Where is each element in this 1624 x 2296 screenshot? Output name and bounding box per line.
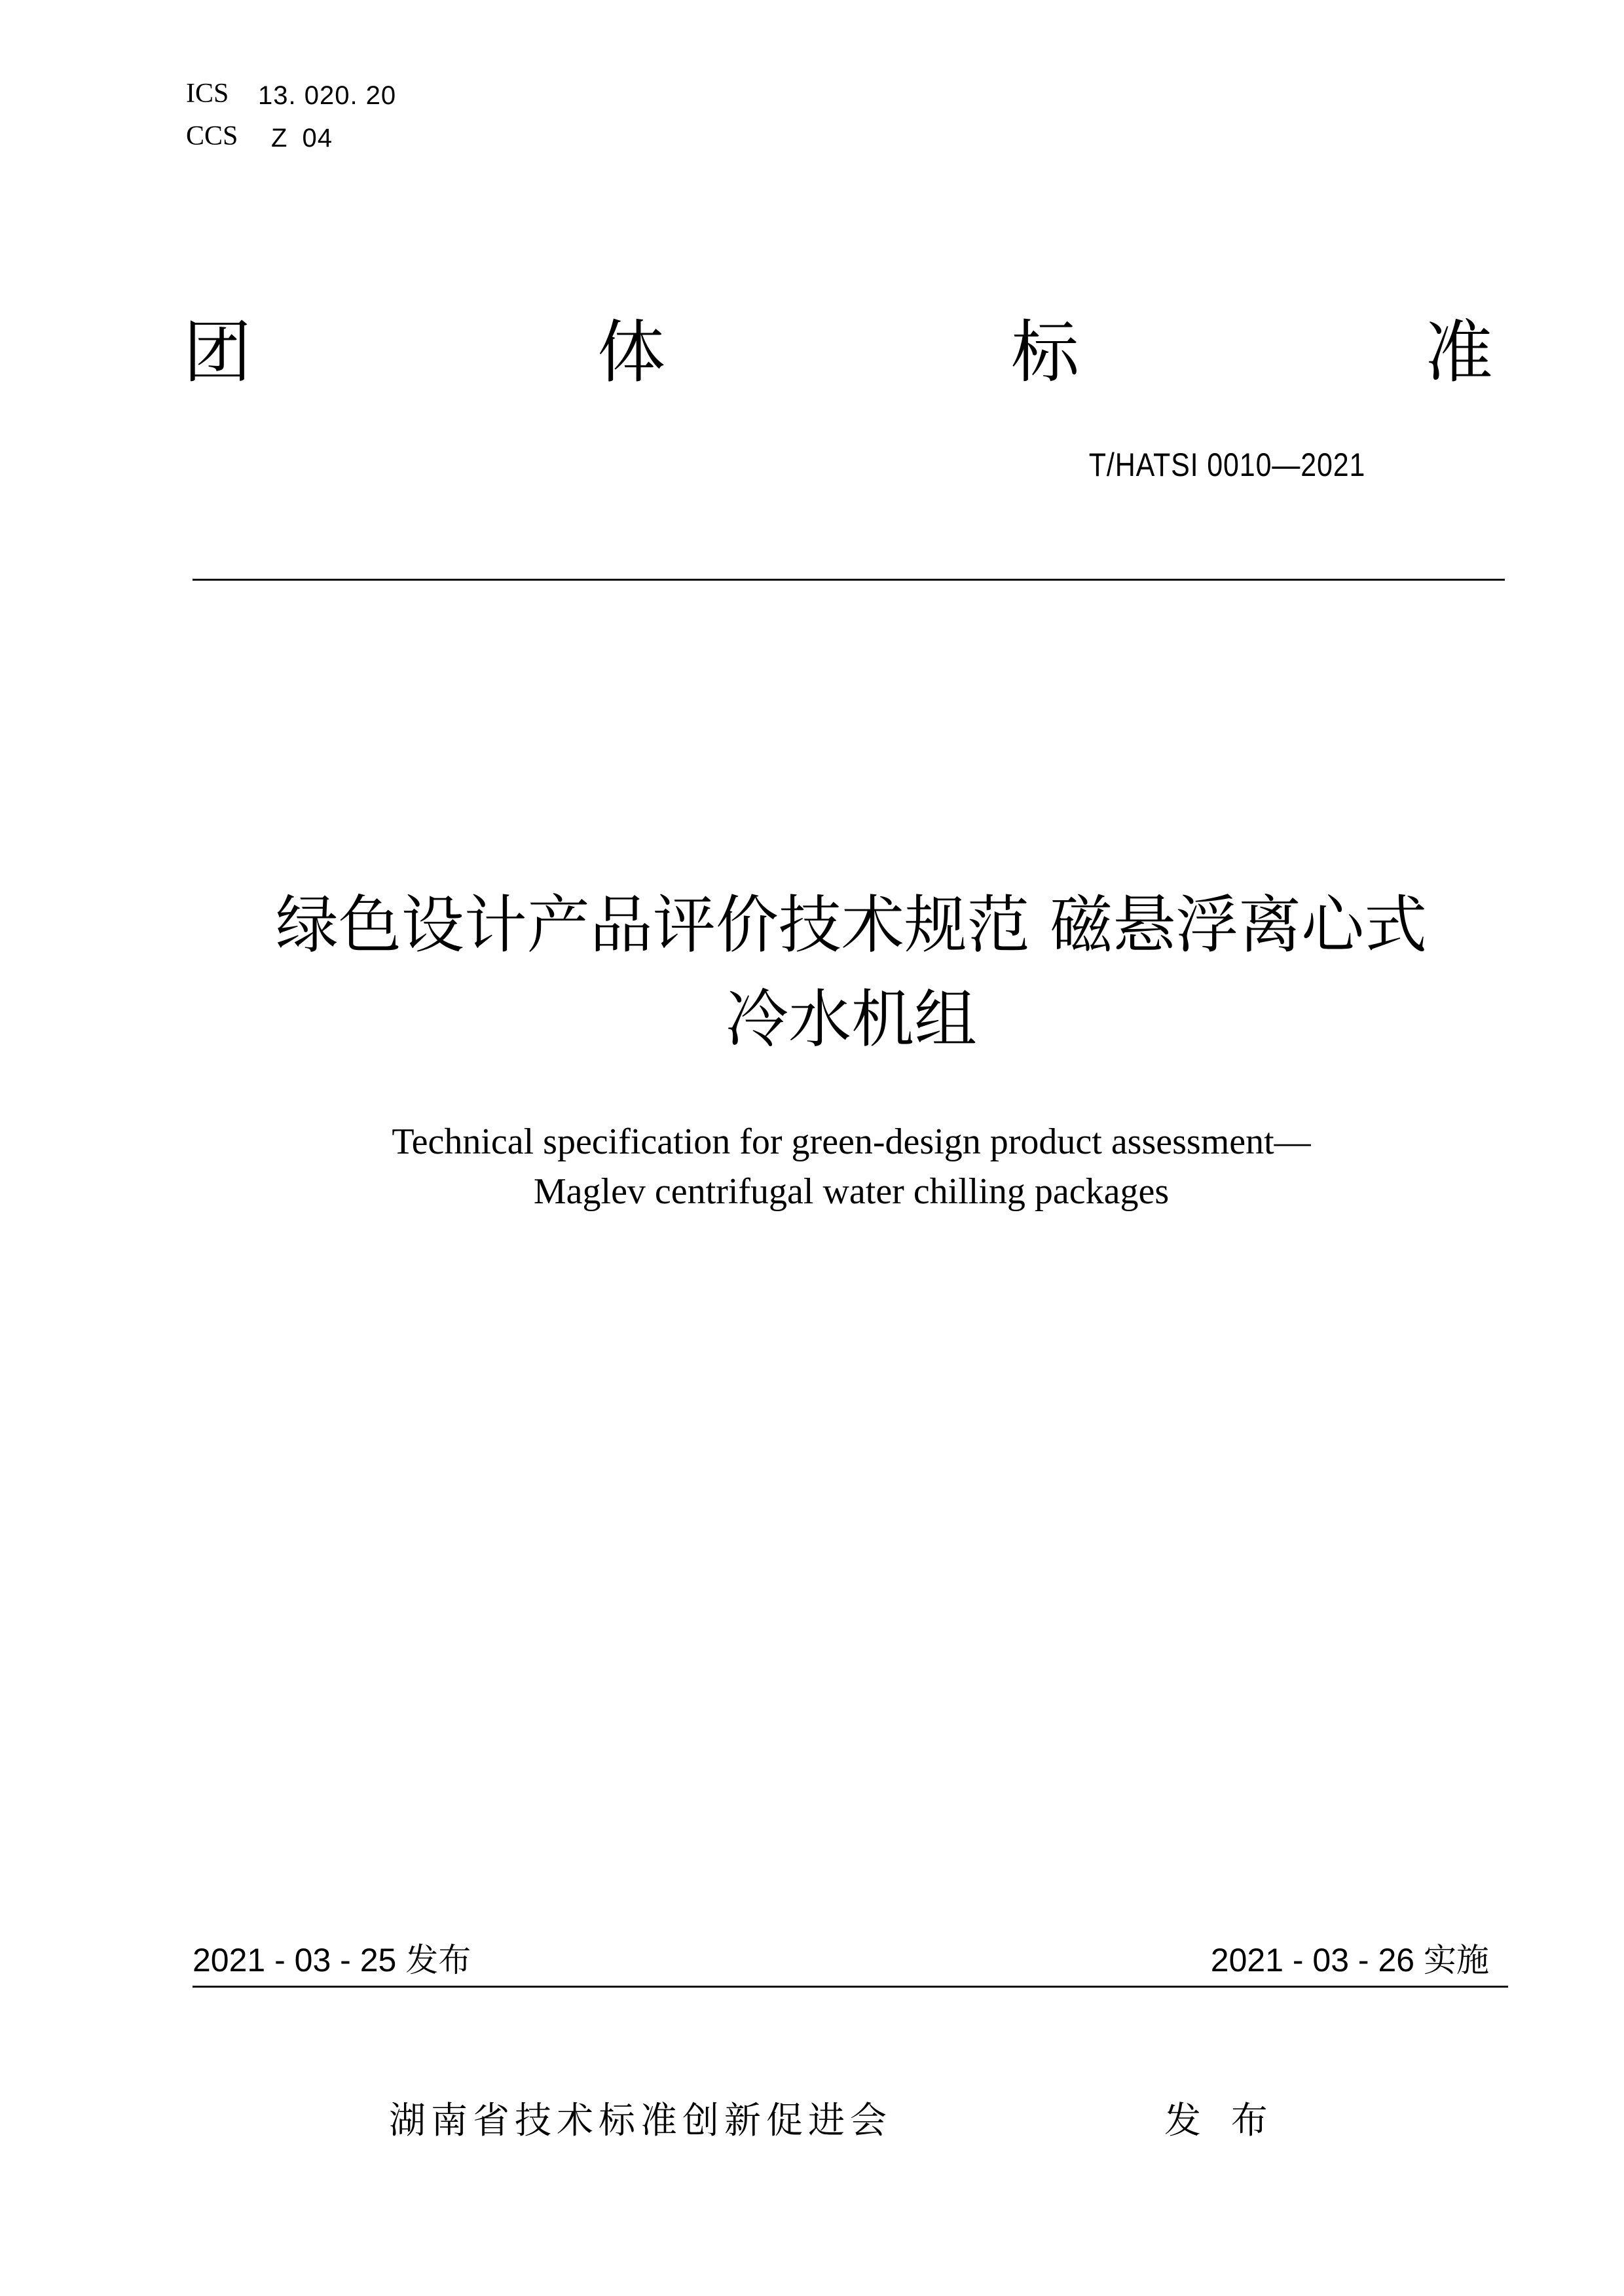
standard-type-char: 团 [183,312,252,392]
publisher-name: 湖南省技术标准创新促进会 [389,2100,892,2142]
standard-number: T/HATSI 0010—2021 [1088,446,1365,483]
standard-type-char: 体 [597,312,665,392]
title-en-line1: Technical specification for green-design product assessment— [392,1121,1311,1162]
footer-divider [193,1986,1508,1988]
standard-type-char: 标 [1010,312,1079,392]
ics-label: ICS [186,79,229,109]
title-zh-line2: 冷水机组 [726,983,977,1056]
ccs-code: Z 04 [271,124,333,153]
standard-type-heading [183,313,1493,392]
ccs-label: CCS [186,121,238,151]
header-divider [193,579,1505,581]
title-en-line2: Maglev centrifugal water chilling packages [533,1171,1170,1212]
issue-date: 2021 - 03 - 25 发布 [193,1942,471,1978]
standard-type-char: 准 [1424,312,1493,392]
ics-code: 13. 020. 20 [258,81,397,110]
title-zh-line1: 绿色设计产品评价技术规范 磁悬浮离心式 [275,888,1428,962]
publisher-action: 发 布 [1164,2100,1277,2142]
implementation-date: 2021 - 03 - 26 实施 [1210,1942,1489,1978]
